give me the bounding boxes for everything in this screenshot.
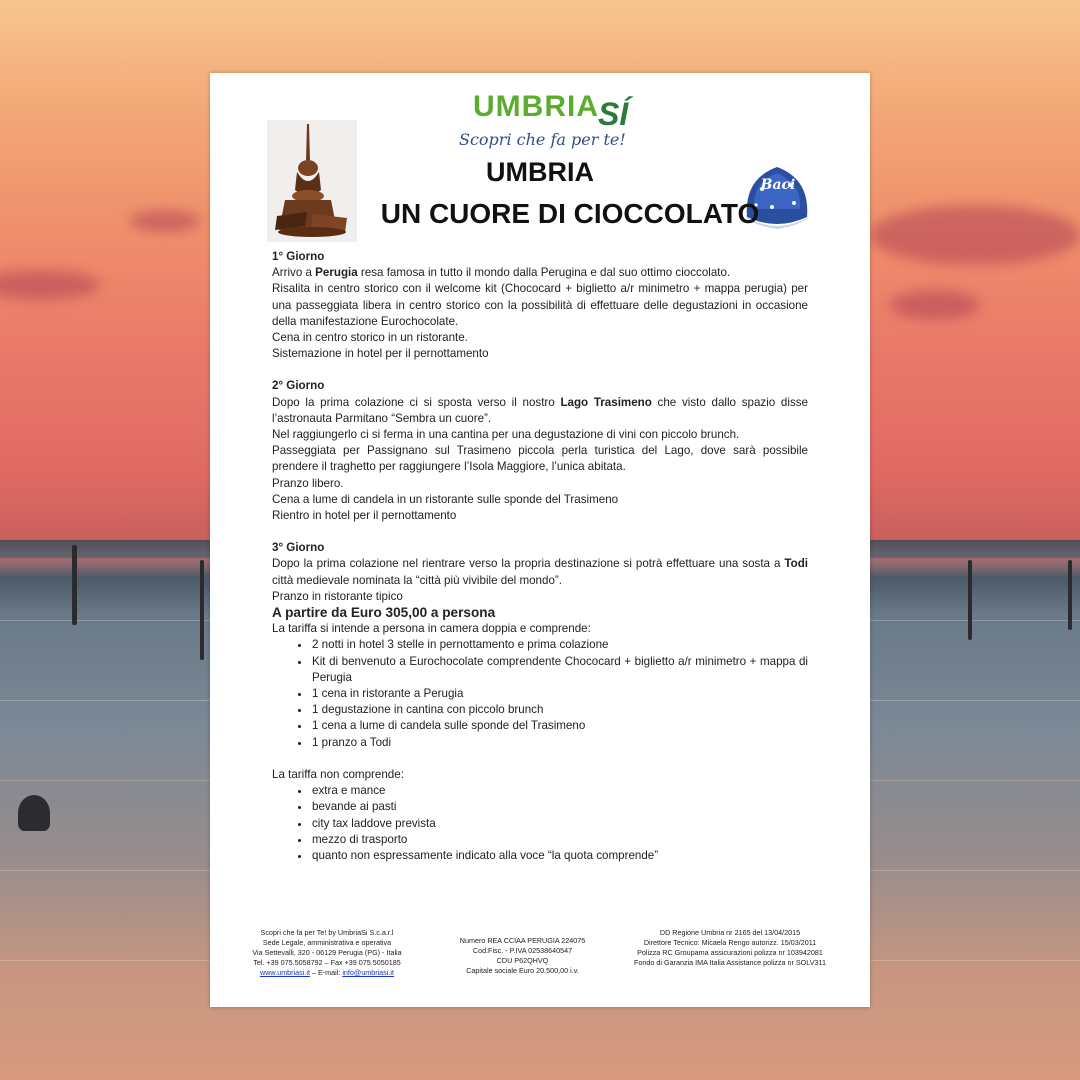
lake-pole <box>200 560 204 660</box>
logo-si: SÍ <box>598 96 629 132</box>
list-item: • 1 cena in ristorante a Perugia <box>311 686 808 702</box>
footer <box>210 928 870 988</box>
city-perugia: Perugia <box>315 266 358 280</box>
list-item: • Kit di benvenuto a Eurochocolate comprendente Chococard + biglietto a/r minimetro + mappa di Perugia <box>311 654 808 686</box>
baci-label: Baci <box>760 177 796 193</box>
list-item: • extra e mance <box>311 783 808 799</box>
day3-line: Pranzo in ristorante tipico <box>272 589 403 603</box>
day2-heading: 2° Giorno <box>272 379 325 393</box>
buoy <box>18 795 50 831</box>
lake-pole <box>72 545 77 625</box>
flyer-page <box>210 73 870 1007</box>
list-item: • bevande ai pasti <box>311 799 808 815</box>
list-item: • 1 pranzo a Todi <box>311 735 808 751</box>
lago-trasimeno: Lago Trasimeno <box>560 395 652 409</box>
list-item: • 2 notti in hotel 3 stelle in pernottamento e prima colazione <box>311 637 808 653</box>
includes-heading: La tariffa si intende a persona in camera doppia e comprende: <box>272 622 591 636</box>
cloud <box>890 290 980 320</box>
list-item: • 1 degustazione in cantina con piccolo brunch <box>311 702 808 718</box>
day2-line: Nel raggiungerlo ci si ferma in una cantina per una degustazione di vini con piccolo brunch. <box>272 428 740 442</box>
itinerary-body <box>272 249 808 864</box>
email-link[interactable]: info@umbriasi.it <box>342 968 394 977</box>
day1-arrival: Arrivo a Perugia resa famosa in tutto il mondo dalla Perugina e dal suo ottimo cioccolato. <box>272 266 731 280</box>
excludes-list <box>272 783 808 864</box>
day1-heading: 1° Giorno <box>272 250 325 263</box>
day2-line: Pranzo libero. <box>272 476 344 490</box>
logo-tagline: Scopri che fa per te! <box>459 130 626 149</box>
city-todi: Todi <box>784 557 808 571</box>
logo-word: UMBRIA <box>473 90 599 123</box>
footer-legal: DD Regione Umbria nr 2165 del 13/04/2015 Direttore Tecnico: Micaela Rengo autorizz. 15/03/2011 Polizza RC Groupama assicurazioni polizza nr 103942081 Fondo di Garanzia IMA Italia Assistance polizza nr SOLV311 <box>634 928 826 967</box>
day2-line: Cena a lume di candela in un ristorante sulle sponde del Trasimeno <box>272 492 619 506</box>
footer-registration: Numero REA CCIAA PERUGIA 224075 Cod.Fisc. - P.IVA 02538640547 CDU P62QHVQ Capitale sociale Euro 20.500,00 i.v. <box>459 936 586 975</box>
excludes-heading: La tariffa non comprende: <box>272 767 404 781</box>
day3-heading: 3° Giorno <box>272 541 325 555</box>
list-item: • 1 cena a lume di candela sulle sponde del Trasimeno <box>311 718 808 734</box>
list-item: • city tax laddove prevista <box>311 816 808 832</box>
includes-list <box>272 637 808 750</box>
page-subtitle: UN CUORE DI CIOCCOLATO <box>380 198 760 229</box>
day1-line: Risalita in centro storico con il welcome kit (Chococard + biglietto a/r minimetro + mappa perugia) per una passeggiata libera in centro storico con la possibilità di effettuare delle degustazioni in occasione della manifestazione Eurochocolate. <box>272 282 808 328</box>
day1-line: Cena in centro storico in un ristorante. <box>272 331 468 345</box>
cloud <box>130 210 200 232</box>
cloud <box>0 270 100 300</box>
day2-line: Rientro in hotel per il pernottamento <box>272 509 457 523</box>
list-item: • mezzo di trasporto <box>311 832 808 848</box>
list-item: • quanto non espressamente indicato alla voce “la quota comprende” <box>311 848 808 864</box>
price-line: A partire da Euro 305,00 a persona <box>272 605 496 621</box>
day1-line: Sistemazione in hotel per il pernottamento <box>272 347 489 361</box>
lake-pole <box>1068 560 1072 630</box>
page-title: UMBRIA <box>486 157 594 187</box>
footer-company-info: Scopri che fa per Te! by UmbriaSi S.c.a.r.l Sede Legale, amministrativa e operativa Via Settevalli, 320 - 06129 Perugia (PG) - Italia Tel. +39 075.5058792 – Fax +39 075.5050185 www.umbriasi.it – E-mail: info@umbriasi.it <box>252 928 402 977</box>
cloud <box>870 205 1080 265</box>
day3-intro: Dopo la prima colazione nel rientrare verso la propria destinazione si potrà effettuare una sosta a Todi città medievale nominata la “città più vivibile del mondo”. <box>272 557 808 587</box>
website-link[interactable]: www.umbriasi.it <box>260 968 310 977</box>
day2-line: Passeggiata per Passignano sul Trasimeno piccola perla turistica del Lago, dove sarà possibile prendere il traghetto per raggiungere l’Isola Maggiore, l’unica abitata. <box>272 444 808 474</box>
day2-intro: Dopo la prima colazione ci si sposta verso il nostro Lago Trasimeno che visto dallo spazio disse l’astronauta Parmitano “Sembra un cuore”. <box>272 395 808 425</box>
umbriasi-logo <box>453 88 633 156</box>
lake-pole <box>968 560 972 640</box>
